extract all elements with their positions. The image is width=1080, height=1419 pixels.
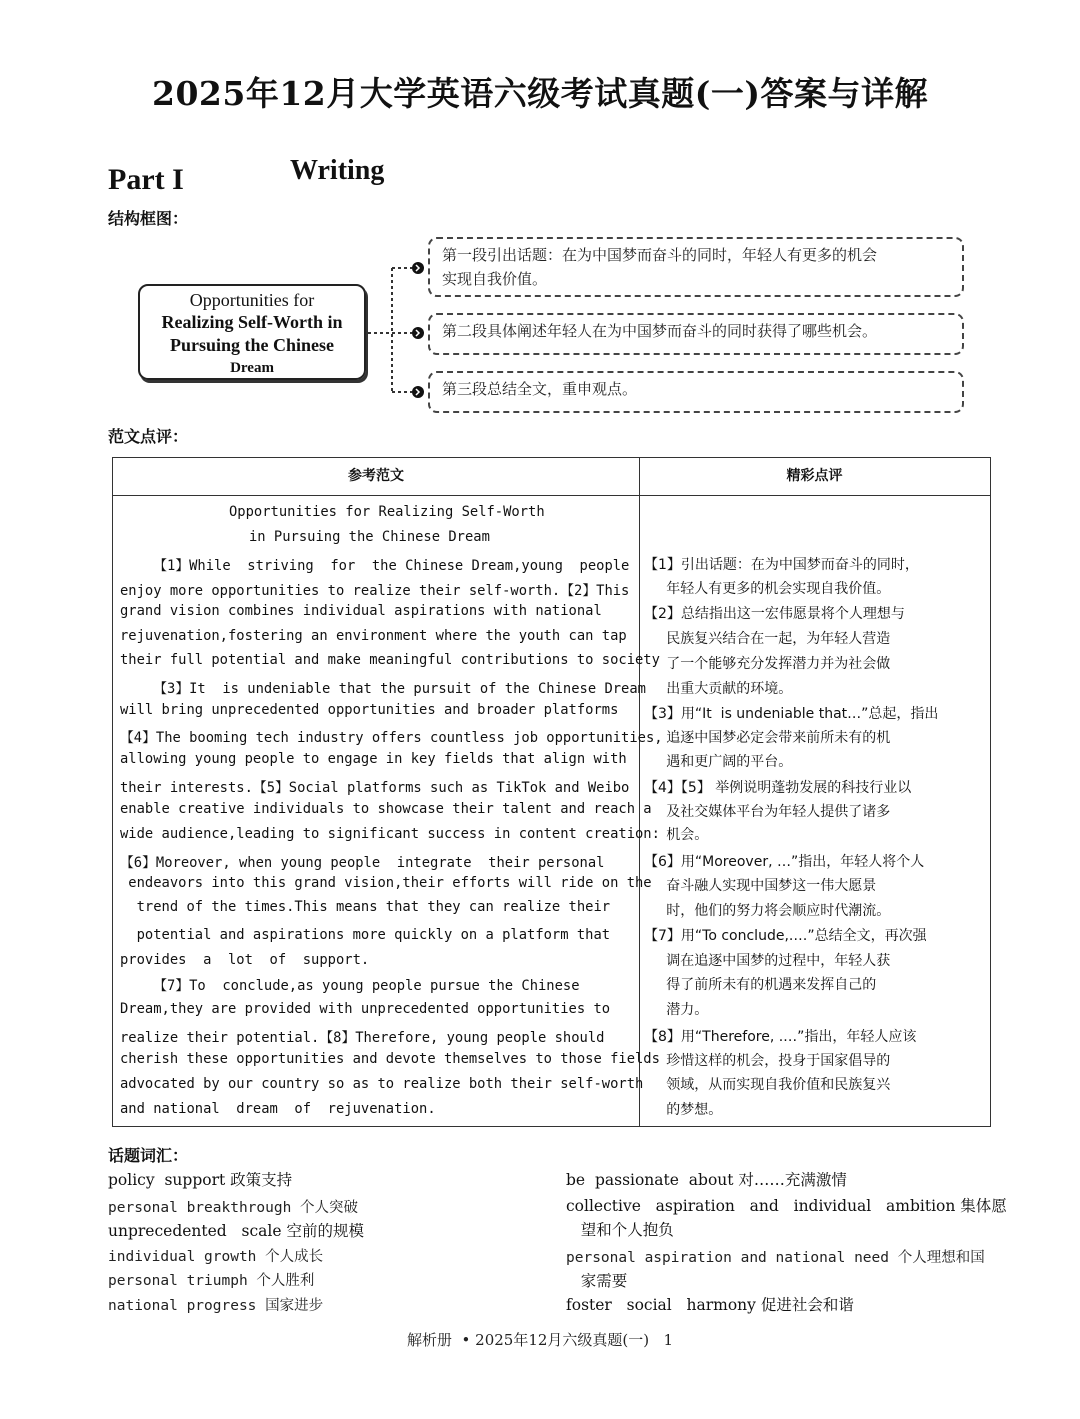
vocab-item: individual growth 个人成长 — [108, 1249, 324, 1265]
structure-diagram-label: 结构框图： — [108, 209, 189, 228]
diagram-branch-2 — [428, 313, 964, 355]
comment-line: 奋斗融人实现中国梦这一伟大愿景 — [644, 878, 877, 894]
table-column-divider — [639, 458, 640, 1126]
page-footer: 解析册 • 2025年12月六级真题(一) 1 — [407, 1331, 673, 1349]
vocab-item: 望和个人抱负 — [566, 1221, 674, 1239]
diagram-branch-1 — [428, 237, 964, 297]
essay-line: rejuvenation,fostering an environment where the youth can tap — [120, 628, 627, 644]
comment-line: 年轻人有更多的机会实现自我价值。 — [644, 581, 891, 597]
part-name: Writing — [290, 155, 385, 186]
comment-line: 【3】用“It is undeniable that…”总起，指出 — [644, 706, 939, 722]
main-topic-line-1: Opportunities for — [189, 290, 315, 310]
essay-review-label: 范文点评： — [108, 427, 189, 446]
branch-1-line-2: 实现自我价值。 — [442, 270, 548, 288]
essay-title-line-1: Opportunities for Realizing Self-Worth — [229, 504, 545, 520]
vocab-item: 家需要 — [566, 1272, 628, 1290]
essay-review-table — [112, 457, 991, 1127]
essay-line: enjoy more opportunities to realize their self-worth.【2】This — [120, 583, 630, 599]
comment-line: 调在追逐中国梦的过程中，年轻人获 — [644, 953, 891, 969]
comment-line: 珍惜这样的机会，投身于国家倡导的 — [644, 1053, 891, 1069]
comment-line: 潜力。 — [644, 1002, 709, 1018]
comment-line: 【6】用“Moreover, …”指出，年轻人将个人 — [644, 854, 925, 870]
main-topic-line-2a: Realizing Self-Worth in — [161, 312, 343, 332]
essay-line: their full potential and make meaningful contributions to society — [120, 652, 660, 668]
vocab-item: foster social harmony 促进社会和谐 — [566, 1296, 854, 1314]
table-header-divider — [113, 495, 990, 496]
topic-vocabulary-label: 话题词汇： — [108, 1146, 189, 1165]
essay-line: potential and aspirations more quickly on a platform that — [120, 927, 611, 943]
comment-line: 的梦想。 — [644, 1102, 723, 1118]
comment-line: 机会。 — [644, 827, 709, 843]
branch-3-line-1: 第三段总结全文，重申观点。 — [442, 380, 638, 398]
vocab-item: personal aspiration and national need 个人理想和国 — [566, 1250, 985, 1266]
table-header-comments: 精彩点评 — [786, 468, 843, 484]
essay-line: 【4】The booming tech industry offers countless job opportunities, — [120, 730, 663, 746]
essay-line: Dream,they are provided with unprecedented opportunities to — [120, 1001, 611, 1017]
diagram-branch-3 — [428, 371, 964, 413]
essay-line: will bring unprecedented opportunities and broader platforms — [120, 702, 619, 718]
comment-line: 了一个能够充分发挥潜力并为社会做 — [644, 656, 891, 672]
essay-line: 【6】Moreover, when young people integrate their personal — [120, 855, 605, 871]
essay-line: 【7】To conclude,as young people pursue the Chinese — [120, 978, 580, 994]
main-topic-line-2b: Pursuing the Chinese — [169, 335, 335, 355]
vocab-item: policy support 政策支持 — [108, 1171, 293, 1189]
comment-line: 追逐中国梦必定会带来前所未有的机 — [644, 730, 891, 746]
document-title: 2025年12月大学英语六级考试真题(一)答案与详解 — [152, 74, 928, 113]
vocab-item: unprecedented scale 空前的规模 — [108, 1222, 364, 1240]
comment-line: 民族复兴结合在一起，为年轻人营造 — [644, 631, 891, 647]
essay-line: their interests.【5】Social platforms such as TikTok and Weibo — [120, 780, 630, 796]
essay-line: wide audience,leading to significant success in content creation: — [120, 826, 660, 842]
vocab-item: personal triumph 个人胜利 — [108, 1273, 315, 1289]
essay-line: and national dream of rejuvenation. — [120, 1101, 436, 1117]
comment-line: 【2】总结指出这一宏伟愿景将个人理想与 — [644, 606, 905, 622]
branch-2-line-1: 第二段具体阐述年轻人在为中国梦而奋斗的同时获得了哪些机会。 — [442, 322, 878, 340]
comment-line: 得了前所未有的机遇来发挥自己的 — [644, 977, 877, 993]
comment-line: 【7】用“To conclude,.…”总结全文，再次强 — [644, 928, 927, 944]
essay-line: advocated by our country so as to realize both their self-worth — [120, 1076, 644, 1092]
comment-line: 及社交媒体平台为年轻人提供了诸多 — [644, 804, 891, 820]
main-topic-line-3: Dream — [230, 360, 274, 376]
essay-line: trend of the times.This means that they can realize their — [120, 899, 611, 915]
vocab-item: personal breakthrough 个人突破 — [108, 1200, 359, 1216]
vocab-item: national progress 国家进步 — [108, 1298, 324, 1314]
vocab-item: be passionate about 对……充满激情 — [566, 1171, 847, 1189]
essay-line: 【1】While striving for the Chinese Dream,young people — [120, 558, 630, 574]
comment-line: 时，他们的努力将会顺应时代潮流。 — [644, 903, 891, 919]
comment-line: 【4】【5】 举例说明蓬勃发展的科技行业以 — [644, 780, 912, 796]
essay-line: realize their potential.【8】Therefore, young people should — [120, 1030, 605, 1046]
branch-1-line-1: 第一段引出话题：在为中国梦而奋斗的同时，年轻人有更多的机会 — [442, 246, 878, 264]
part-label: Part I — [108, 163, 184, 196]
essay-line: grand vision combines individual aspirations with national — [120, 603, 602, 619]
essay-title-line-2: in Pursuing the Chinese Dream — [249, 529, 490, 545]
essay-line: 【3】It is undeniable that the pursuit of the Chinese Dream — [120, 681, 646, 697]
comment-line: 【1】引出话题：在为中国梦而奋斗的同时， — [644, 557, 919, 573]
essay-line: provides a lot of support. — [120, 952, 370, 968]
comment-line: 领域，从而实现自我价值和民族复兴 — [644, 1077, 891, 1093]
diagram-main-topic — [138, 284, 366, 380]
vocab-item: collective aspiration and individual ambition 集体愿 — [566, 1197, 1007, 1215]
essay-line: cherish these opportunities and devote themselves to those fields — [120, 1051, 660, 1067]
essay-line: endeavors into this grand vision,their efforts will ride on the — [120, 875, 652, 891]
comment-line: 出重大贡献的环境。 — [644, 681, 793, 697]
essay-line: allowing young people to engage in key fields that align with — [120, 751, 627, 767]
comment-line: 遇和更广阔的平台。 — [644, 754, 793, 770]
table-header-essay: 参考范文 — [348, 468, 404, 484]
essay-line: enable creative individuals to showcase their talent and reach a — [120, 801, 652, 817]
comment-line: 【8】用“Therefore, .…”指出，年轻人应该 — [644, 1029, 917, 1045]
